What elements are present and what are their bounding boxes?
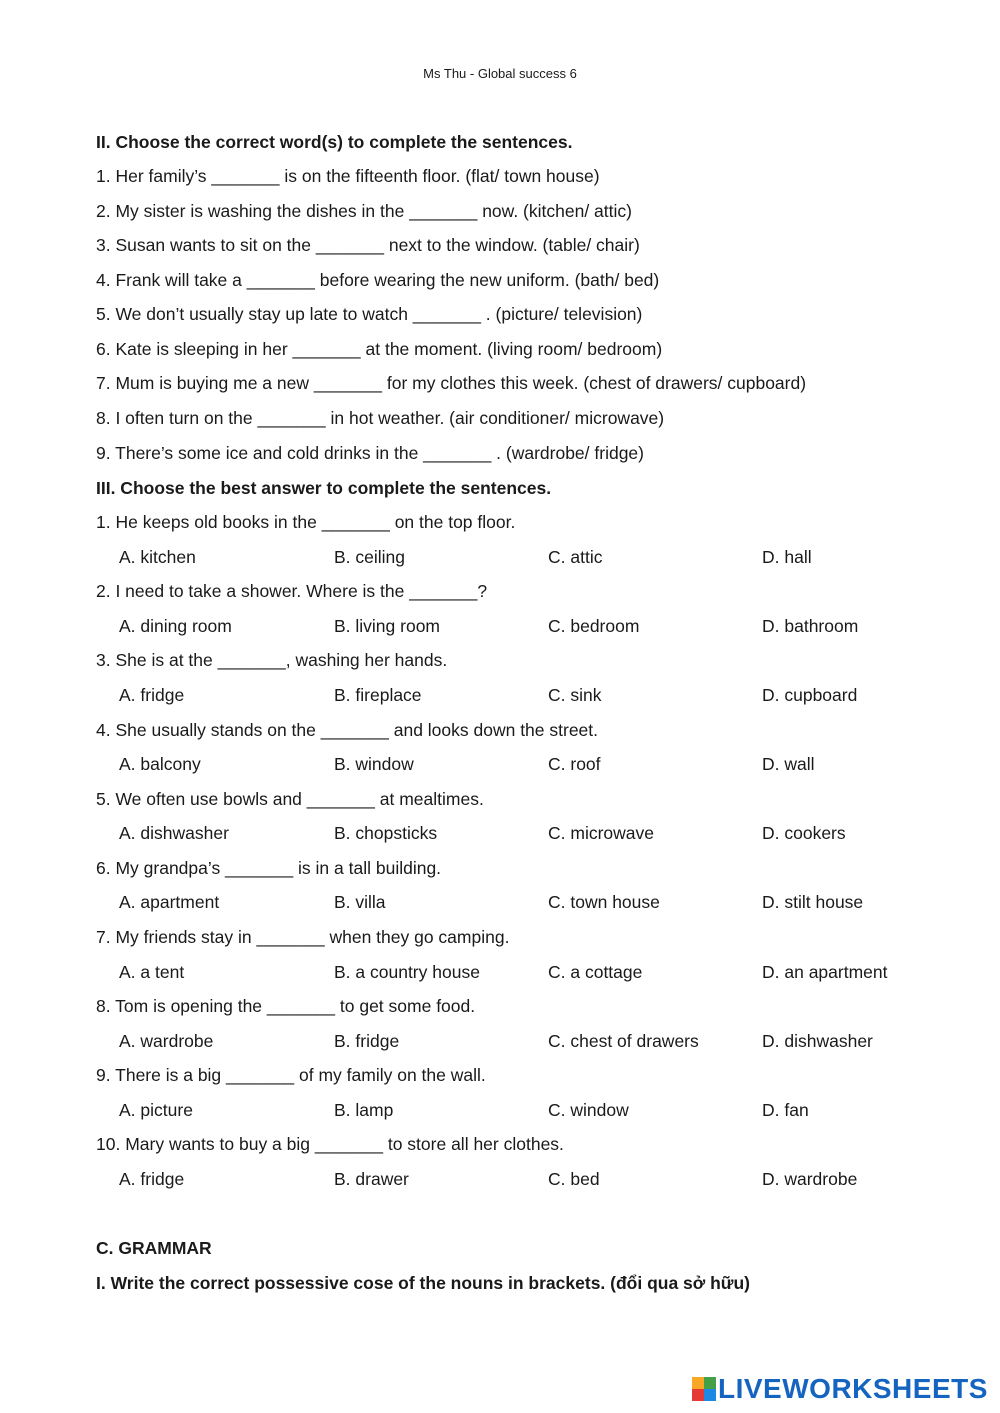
- question-text: 10. Mary wants to buy a big _______ to store all her clothes.: [96, 1134, 564, 1154]
- option-d: D. cookers: [762, 823, 846, 843]
- option-a: A. a tent: [119, 962, 185, 982]
- section2-item: 4. Frank will take a _______ before wearing the new uniform. (bath/ bed): [96, 270, 660, 290]
- option-a: A. balcony: [119, 754, 201, 774]
- section2-item: 1. Her family’s _______ is on the fifteenth floor. (flat/ town house): [96, 166, 600, 186]
- page-header: Ms Thu - Global success 6: [423, 66, 577, 81]
- section2-item: 3. Susan wants to sit on the _______ next to the window. (table/ chair): [96, 235, 640, 255]
- option-c: C. sink: [548, 685, 602, 705]
- option-b: B. lamp: [334, 1100, 394, 1120]
- question-text: 4. She usually stands on the _______ and looks down the street.: [96, 720, 599, 740]
- option-d: D. fan: [762, 1100, 809, 1120]
- grammar-title: C. GRAMMAR: [96, 1238, 212, 1258]
- question-text: 3. She is at the _______, washing her hands.: [96, 650, 448, 670]
- option-b: B. ceiling: [334, 547, 406, 567]
- option-a: A. apartment: [119, 892, 220, 912]
- option-c: C. attic: [548, 547, 603, 567]
- section2-item: 7. Mum is buying me a new _______ for my clothes this week. (chest of drawers/ cupboard): [96, 373, 807, 393]
- option-d: D. stilt house: [762, 892, 864, 912]
- option-a: A. fridge: [119, 1169, 185, 1189]
- option-c: C. microwave: [548, 823, 654, 843]
- option-c: C. bedroom: [548, 616, 640, 636]
- question-text: 6. My grandpa’s _______ is in a tall building.: [96, 858, 442, 878]
- section2-title: II. Choose the correct word(s) to complete the sentences.: [96, 132, 573, 152]
- option-d: D. bathroom: [762, 616, 859, 636]
- option-c: C. bed: [548, 1169, 600, 1189]
- question-text: 8. Tom is opening the _______ to get some food.: [96, 996, 476, 1016]
- question-text: 7. My friends stay in _______ when they go camping.: [96, 927, 510, 947]
- option-a: A. dishwasher: [119, 823, 229, 843]
- liveworksheets-logo[interactable]: [692, 1374, 988, 1404]
- option-d: D. dishwasher: [762, 1031, 873, 1051]
- option-b: B. living room: [334, 616, 441, 636]
- option-b: B. fridge: [334, 1031, 400, 1051]
- option-d: D. cupboard: [762, 685, 858, 705]
- section2-item: 5. We don’t usually stay up late to watch _______ . (picture/ television): [96, 304, 643, 324]
- section2-item: 2. My sister is washing the dishes in the _______ now. (kitchen/ attic): [96, 201, 632, 221]
- option-c: C. town house: [548, 892, 660, 912]
- option-d: D. hall: [762, 547, 812, 567]
- option-d: D. an apartment: [762, 962, 888, 982]
- option-b: B. drawer: [334, 1169, 409, 1189]
- option-b: B. chopsticks: [334, 823, 438, 843]
- logo-text: LIVEWORKSHEETS: [718, 1373, 988, 1404]
- option-c: C. a cottage: [548, 962, 643, 982]
- section3-title: III. Choose the best answer to complete the sentences.: [96, 478, 552, 498]
- grammar-subtitle: I. Write the correct possessive cose of the nouns in brackets. (đổi qua sở hữu): [96, 1273, 750, 1293]
- question-text: 1. He keeps old books in the _______ on the top floor.: [96, 512, 516, 532]
- question-text: 2. I need to take a shower. Where is the _______?: [96, 581, 488, 601]
- question-text: 9. There is a big _______ of my family on the wall.: [96, 1065, 486, 1085]
- option-a: A. kitchen: [119, 547, 196, 567]
- option-b: B. window: [334, 754, 414, 774]
- section2-item: 6. Kate is sleeping in her _______ at the moment. (living room/ bedroom): [96, 339, 663, 359]
- option-b: B. villa: [334, 892, 386, 912]
- option-a: A. fridge: [119, 685, 185, 705]
- option-d: D. wardrobe: [762, 1169, 858, 1189]
- option-c: C. window: [548, 1100, 629, 1120]
- option-a: A. wardrobe: [119, 1031, 214, 1051]
- option-b: B. a country house: [334, 962, 480, 982]
- option-a: A. dining room: [119, 616, 232, 636]
- question-text: 5. We often use bowls and _______ at mealtimes.: [96, 789, 484, 809]
- option-a: A. picture: [119, 1100, 193, 1120]
- option-d: D. wall: [762, 754, 815, 774]
- option-c: C. chest of drawers: [548, 1031, 699, 1051]
- section2-item: 8. I often turn on the _______ in hot weather. (air conditioner/ microwave): [96, 408, 665, 428]
- option-c: C. roof: [548, 754, 601, 774]
- section2-item: 9. There’s some ice and cold drinks in the _______ . (wardrobe/ fridge): [96, 443, 644, 463]
- logo-mark-icon: [692, 1377, 716, 1401]
- option-b: B. fireplace: [334, 685, 422, 705]
